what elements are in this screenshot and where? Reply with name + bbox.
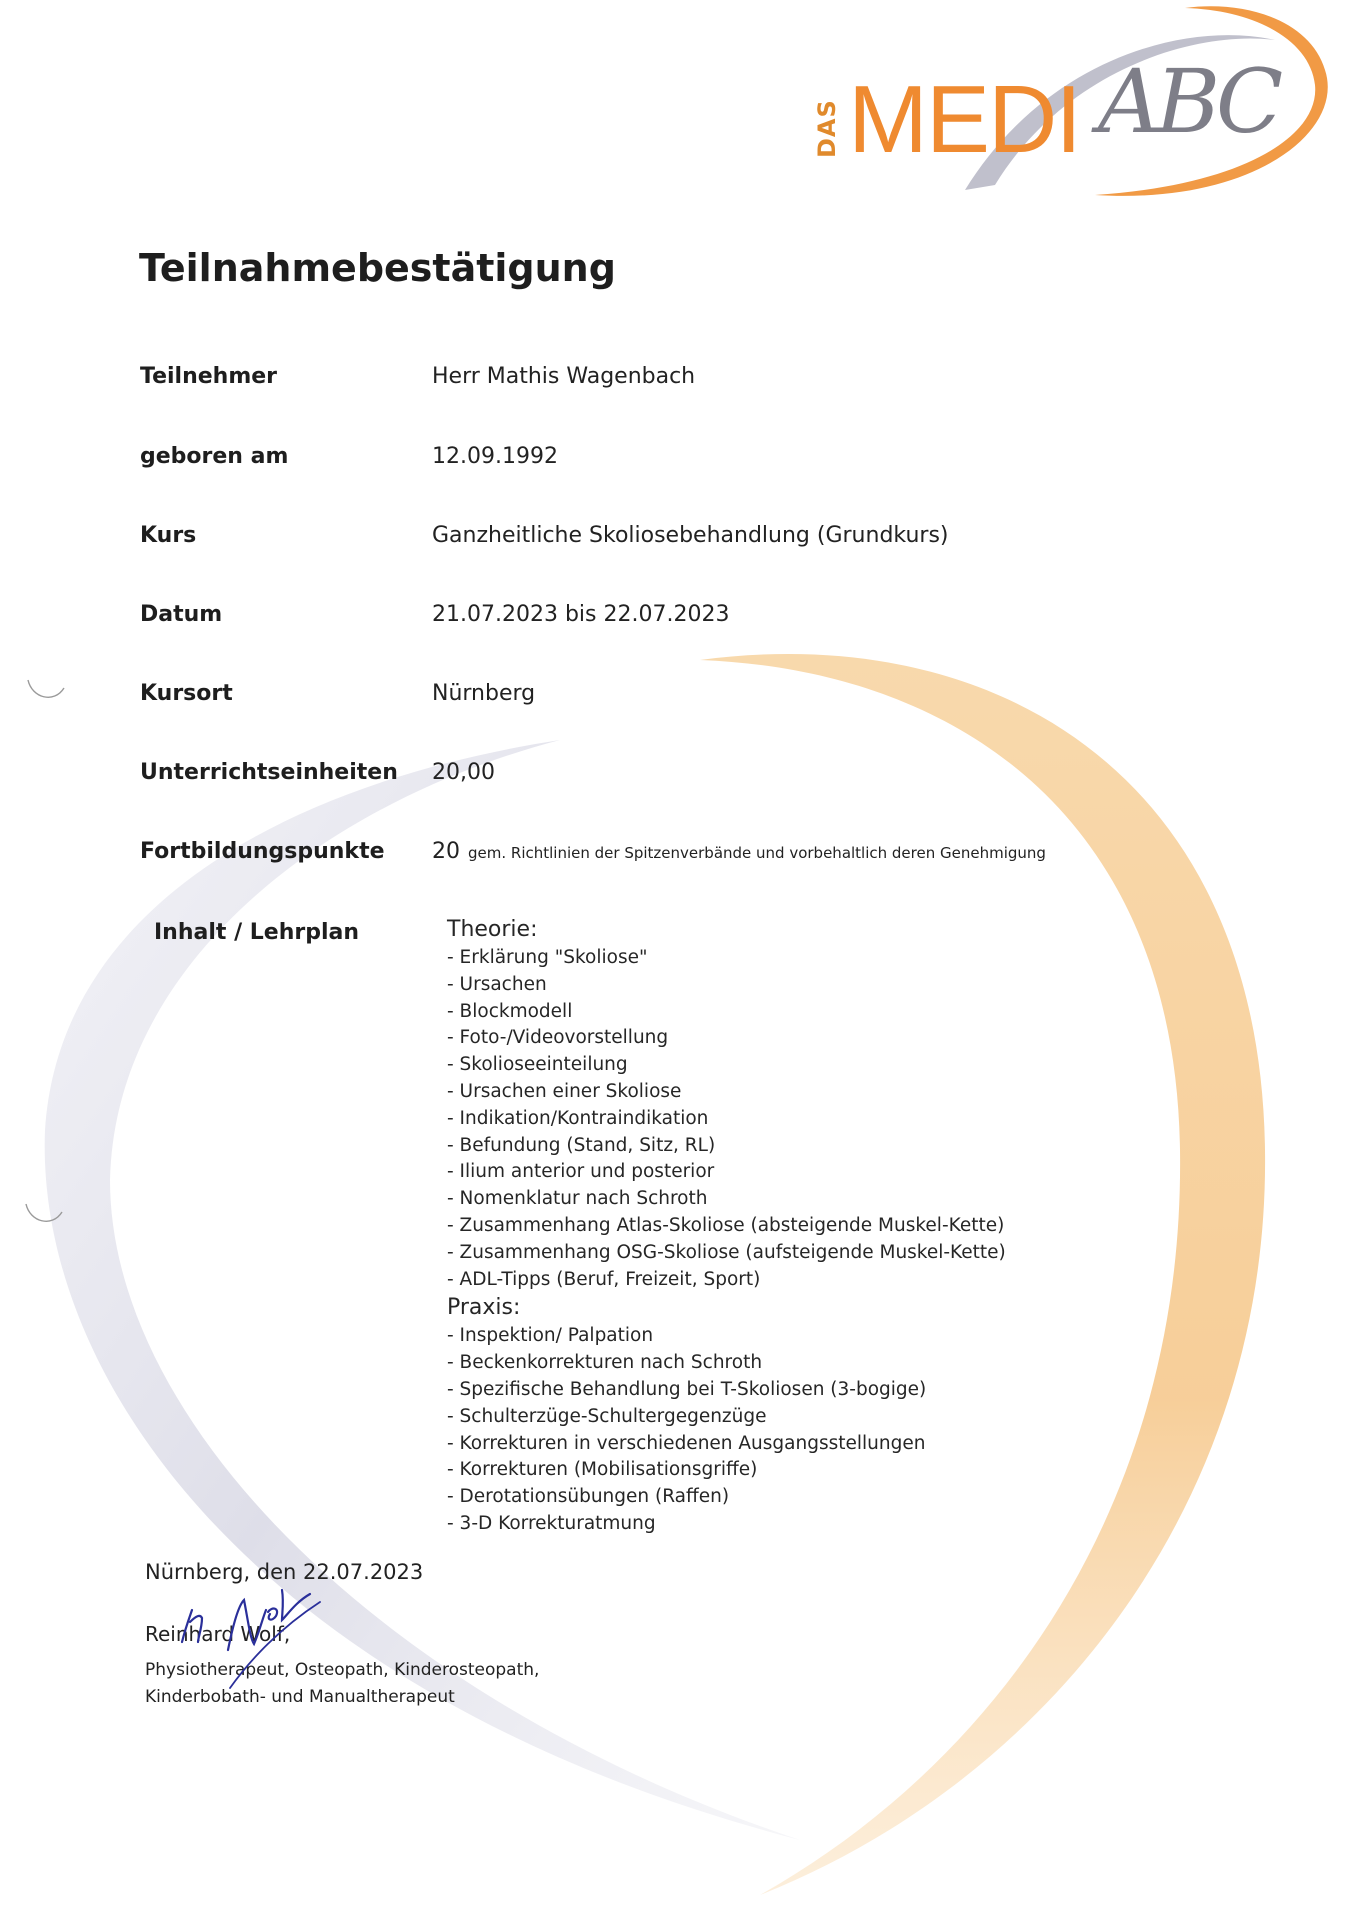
place-and-date: Nürnberg, den 22.07.2023 [145, 1560, 424, 1584]
syllabus-item: - Zusammenhang Atlas-Skoliose (absteigende Muskel-Kette) [447, 1214, 1005, 1236]
course-value: Ganzheitliche Skoliosebehandlung (Grundkurs) [432, 523, 949, 548]
location-label: Kursort [140, 681, 233, 706]
theory-heading: Theorie: [447, 917, 538, 942]
handwritten-signature [170, 1580, 340, 1690]
syllabus-item: - Erklärung "Skoliose" [447, 947, 648, 968]
logo-medi-text: MEDI [848, 66, 1080, 173]
birthdate-value: 12.09.1992 [432, 444, 558, 469]
date-label: Datum [140, 602, 223, 627]
signer-title-line-1: Physiotherapeut, Osteopath, Kinderosteopath, [145, 1660, 540, 1680]
syllabus-item: - Befundung (Stand, Sitz, RL) [447, 1134, 716, 1156]
syllabus-item: - 3-D Korrekturatmung [447, 1512, 656, 1534]
syllabus-item: - Ursachen [447, 973, 547, 995]
syllabus-item: - Blockmodell [447, 1000, 573, 1022]
course-label: Kurs [140, 523, 197, 548]
points-row [432, 839, 1046, 864]
syllabus-item: - Schulterzüge-Schultergegenzüge [447, 1405, 767, 1427]
units-value: 20,00 [432, 760, 495, 785]
logo-das-text: DAS [813, 99, 841, 158]
points-value: 20 [432, 839, 460, 864]
syllabus-item: - Ursachen einer Skoliose [447, 1080, 682, 1102]
participant-label: Teilnehmer [140, 364, 278, 389]
points-label: Fortbildungspunkte [140, 839, 385, 864]
syllabus-item: - ADL-Tipps (Beruf, Freizeit, Sport) [447, 1268, 761, 1290]
syllabus-item: - Foto-/Videovorstellung [447, 1027, 669, 1049]
syllabus-label: Inhalt / Lehrplan [154, 920, 360, 945]
punch-hole-bottom [22, 1200, 66, 1236]
birthdate-label: geboren am [140, 444, 289, 469]
syllabus-item: - Nomenklatur nach Schroth [447, 1188, 708, 1210]
units-label: Unterrichtseinheiten [140, 760, 398, 785]
syllabus-item: - Korrekturen (Mobilisationsgriffe) [447, 1459, 758, 1481]
syllabus-item: - Indikation/Kontraindikation [447, 1107, 709, 1129]
syllabus-item: - Beckenkorrekturen nach Schroth [447, 1352, 763, 1374]
logo-abc-text: ABC [1098, 50, 1278, 153]
practice-items [447, 1323, 1006, 1537]
syllabus-item: - Korrekturen in verschiedenen Ausgangsstellungen [447, 1432, 926, 1454]
syllabus-item: - Skolioseeinteilung [447, 1054, 628, 1076]
location-value: Nürnberg [432, 681, 536, 706]
date-value: 21.07.2023 bis 22.07.2023 [432, 602, 730, 627]
syllabus-item: - Inspektion/ Palpation [447, 1325, 654, 1347]
syllabus-item: - Ilium anterior und posterior [447, 1161, 715, 1183]
signer-title-line-2: Kinderbobath- und Manualtherapeut [145, 1687, 455, 1707]
theory-items [447, 945, 1006, 1293]
participant-value: Herr Mathis Wagenbach [432, 364, 696, 389]
syllabus-list [447, 915, 1006, 1538]
points-note: gem. Richtlinien der Spitzenverbände und vorbehaltlich deren Genehmigung [468, 844, 1046, 862]
document-title: Teilnahmebestätigung [139, 246, 616, 290]
practice-heading: Praxis: [447, 1295, 521, 1321]
syllabus-item: - Derotationsübungen (Raffen) [447, 1486, 730, 1508]
signer-name: Reinhard Wolf, [145, 1622, 291, 1646]
punch-hole-top [24, 676, 68, 712]
syllabus-item: - Spezifische Behandlung bei T-Skoliosen (3-bogige) [447, 1378, 927, 1400]
syllabus-item: - Zusammenhang OSG-Skoliose (aufsteigende Muskel-Kette) [447, 1241, 1006, 1263]
